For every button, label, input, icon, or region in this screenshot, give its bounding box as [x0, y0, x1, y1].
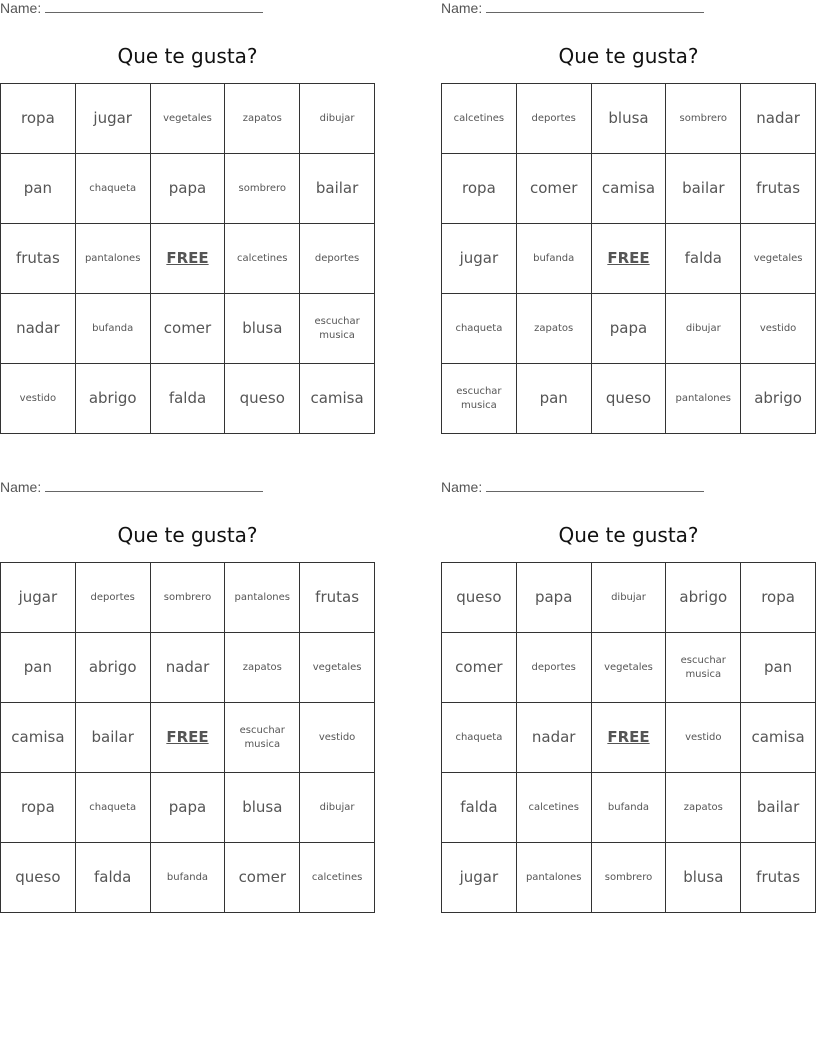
bingo-cell: vestido	[741, 294, 816, 364]
bingo-cell: zapatos	[666, 773, 741, 843]
bingo-cell: abrigo	[76, 633, 151, 703]
bingo-cell: jugar	[442, 843, 517, 913]
bingo-card-3	[0, 479, 375, 919]
bingo-cell: queso	[442, 563, 517, 633]
bingo-grid	[0, 562, 375, 913]
bingo-cell: pantalones	[76, 224, 151, 294]
bingo-cell: blusa	[666, 843, 741, 913]
bingo-cell: calcetines	[300, 843, 375, 913]
bingo-cell: chaqueta	[442, 294, 517, 364]
bingo-cell: ropa	[442, 154, 517, 224]
name-blank-line[interactable]	[45, 479, 263, 492]
bingo-cell: abrigo	[76, 364, 151, 434]
card-title: Que te gusta?	[558, 523, 699, 547]
bingo-cell: bufanda	[76, 294, 151, 364]
bingo-cell: abrigo	[666, 563, 741, 633]
bingo-cell: falda	[442, 773, 517, 843]
bingo-cell: escuchar musica	[666, 633, 741, 703]
bingo-cell: falda	[666, 224, 741, 294]
bingo-cell: papa	[517, 563, 592, 633]
bingo-cell: sombrero	[225, 154, 300, 224]
bingo-cell: pantalones	[225, 563, 300, 633]
bingo-cell: blusa	[225, 773, 300, 843]
bingo-cell: ropa	[741, 563, 816, 633]
bingo-cell: dibujar	[592, 563, 667, 633]
bingo-cell: sombrero	[592, 843, 667, 913]
bingo-cell: camisa	[741, 703, 816, 773]
bingo-cell: nadar	[741, 84, 816, 154]
bingo-cell: bailar	[666, 154, 741, 224]
bingo-cell: pantalones	[517, 843, 592, 913]
bingo-cell: jugar	[1, 563, 76, 633]
card-title: Que te gusta?	[117, 523, 258, 547]
bingo-card-1	[0, 0, 375, 440]
bingo-cell: pan	[1, 154, 76, 224]
bingo-cell: frutas	[1, 224, 76, 294]
bingo-cell: vestido	[300, 703, 375, 773]
bingo-grid	[441, 562, 816, 913]
bingo-cell: escuchar musica	[442, 364, 517, 434]
bingo-cell: bufanda	[517, 224, 592, 294]
bingo-cell: queso	[592, 364, 667, 434]
card-title: Que te gusta?	[558, 44, 699, 68]
bingo-cell: blusa	[592, 84, 667, 154]
bingo-cell: vestido	[1, 364, 76, 434]
bingo-cell: zapatos	[225, 84, 300, 154]
bingo-cell: bailar	[741, 773, 816, 843]
bingo-cell: calcetines	[517, 773, 592, 843]
bingo-cell: ropa	[1, 84, 76, 154]
bingo-cell: pan	[741, 633, 816, 703]
bingo-cell: bailar	[300, 154, 375, 224]
name-label: Name:	[0, 479, 42, 495]
bingo-cell: dibujar	[666, 294, 741, 364]
bingo-cell: jugar	[442, 224, 517, 294]
bingo-cell: vegetales	[151, 84, 226, 154]
bingo-cell: pan	[517, 364, 592, 434]
bingo-cell: chaqueta	[76, 154, 151, 224]
name-blank-line[interactable]	[486, 479, 704, 492]
free-space-cell: FREE	[151, 703, 226, 773]
bingo-cell: camisa	[1, 703, 76, 773]
name-field[interactable]	[0, 479, 263, 499]
bingo-grid	[441, 83, 816, 434]
bingo-cell: pantalones	[666, 364, 741, 434]
name-label: Name:	[441, 0, 483, 16]
bingo-cell: jugar	[76, 84, 151, 154]
bingo-cell: nadar	[151, 633, 226, 703]
bingo-cell: blusa	[225, 294, 300, 364]
bingo-cell: zapatos	[225, 633, 300, 703]
bingo-cell: deportes	[76, 563, 151, 633]
bingo-cell: deportes	[300, 224, 375, 294]
bingo-cell: bufanda	[592, 773, 667, 843]
bingo-cell: papa	[592, 294, 667, 364]
bingo-cell: papa	[151, 154, 226, 224]
bingo-cell: vegetales	[300, 633, 375, 703]
bingo-cell: falda	[151, 364, 226, 434]
bingo-cell: queso	[1, 843, 76, 913]
name-blank-line[interactable]	[45, 0, 263, 13]
bingo-cell: sombrero	[151, 563, 226, 633]
bingo-cell: dibujar	[300, 84, 375, 154]
bingo-cell: dibujar	[300, 773, 375, 843]
bingo-cell: falda	[76, 843, 151, 913]
bingo-cell: vestido	[666, 703, 741, 773]
name-field[interactable]	[441, 0, 704, 20]
bingo-grid	[0, 83, 375, 434]
bingo-cell: camisa	[592, 154, 667, 224]
bingo-cell: deportes	[517, 84, 592, 154]
bingo-cell: zapatos	[517, 294, 592, 364]
bingo-cell: nadar	[1, 294, 76, 364]
name-field[interactable]	[0, 0, 263, 20]
bingo-cell: pan	[1, 633, 76, 703]
name-blank-line[interactable]	[486, 0, 704, 13]
bingo-cell: sombrero	[666, 84, 741, 154]
bingo-cell: camisa	[300, 364, 375, 434]
bingo-cell: bufanda	[151, 843, 226, 913]
bingo-card-2	[441, 0, 816, 440]
bingo-cell: escuchar musica	[225, 703, 300, 773]
bingo-cell: chaqueta	[442, 703, 517, 773]
bingo-cell: comer	[151, 294, 226, 364]
bingo-cell: calcetines	[225, 224, 300, 294]
bingo-cell: escuchar musica	[300, 294, 375, 364]
bingo-card-4	[441, 479, 816, 919]
bingo-cell: vegetales	[592, 633, 667, 703]
free-space-cell: FREE	[592, 703, 667, 773]
name-field[interactable]	[441, 479, 704, 499]
bingo-cell: vegetales	[741, 224, 816, 294]
card-title: Que te gusta?	[117, 44, 258, 68]
bingo-cell: bailar	[76, 703, 151, 773]
bingo-cell: comer	[225, 843, 300, 913]
bingo-cell: chaqueta	[76, 773, 151, 843]
name-label: Name:	[0, 0, 42, 16]
bingo-cell: deportes	[517, 633, 592, 703]
bingo-cell: abrigo	[741, 364, 816, 434]
bingo-cell: ropa	[1, 773, 76, 843]
bingo-cell: comer	[442, 633, 517, 703]
bingo-cell: papa	[151, 773, 226, 843]
bingo-cell: comer	[517, 154, 592, 224]
free-space-cell: FREE	[592, 224, 667, 294]
name-label: Name:	[441, 479, 483, 495]
bingo-cell: frutas	[741, 843, 816, 913]
bingo-cell: nadar	[517, 703, 592, 773]
free-space-cell: FREE	[151, 224, 226, 294]
bingo-cell: frutas	[741, 154, 816, 224]
bingo-cell: queso	[225, 364, 300, 434]
bingo-cell: calcetines	[442, 84, 517, 154]
bingo-cell: frutas	[300, 563, 375, 633]
